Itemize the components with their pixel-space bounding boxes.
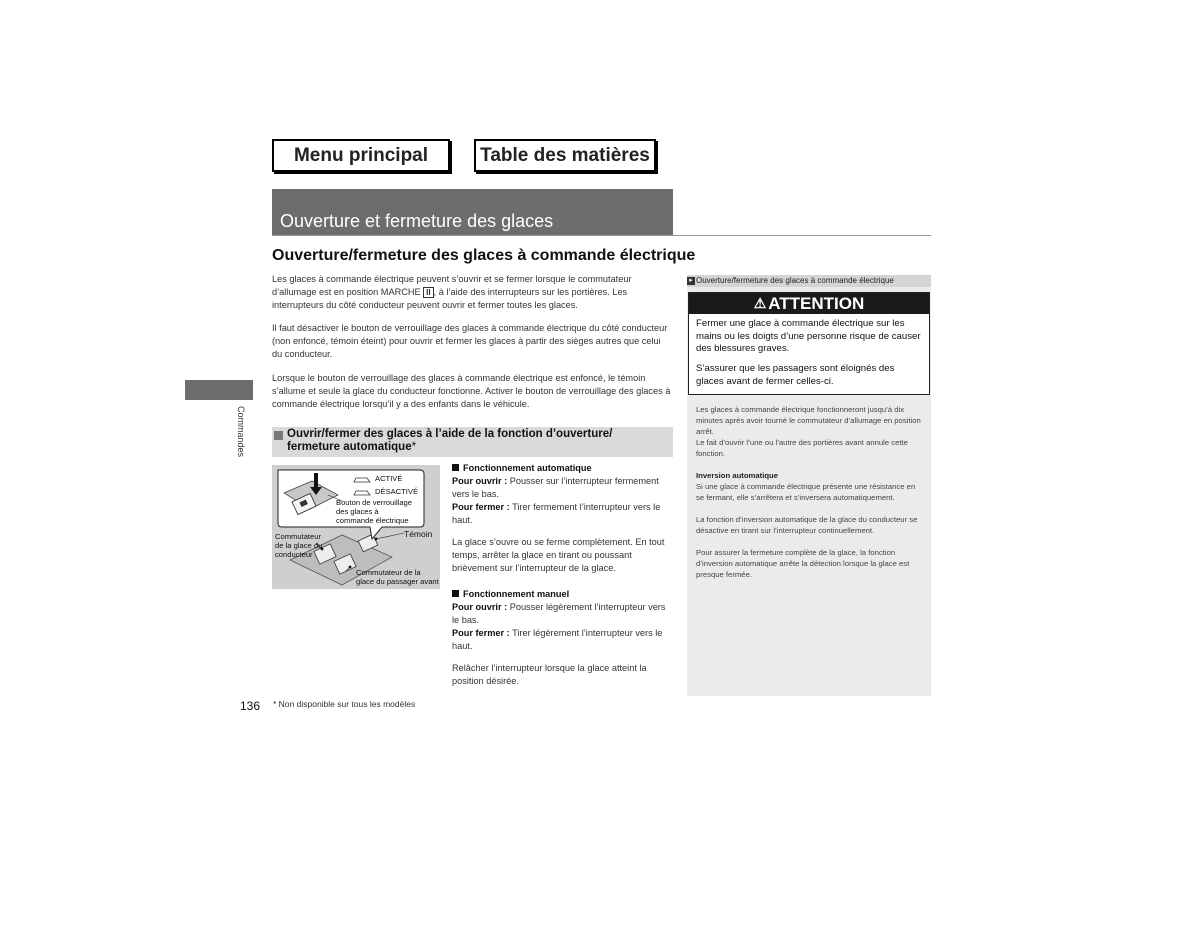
square-bullet-icon [274, 431, 283, 440]
figure-label-lock-button-line-3: commande électrique [336, 516, 409, 525]
warning-text-1: Fermer une glace à commande électrique sur les mains ou les doigts d’une personne risque de causer des blessures graves. [696, 318, 921, 354]
reference-arrow-icon: ▸ [687, 277, 695, 285]
auto-operation-block [452, 462, 674, 575]
auto-operation-heading-text: Fonctionnement automatique [463, 463, 592, 473]
footnote-marker: * [411, 441, 417, 453]
notes-reference-text: Ouverture/fermeture des glaces à commande électrique [696, 276, 894, 285]
auto-open-label: Pour ouvrir : [452, 476, 508, 486]
note-ten-minutes: Les glaces à commande électrique fonctionneront jusqu’à dix minutes après avoir tourné le commutateur d’allumage en position arrêt. [696, 405, 921, 436]
figure-label-lock-button-line-1: Bouton de verrouillage [336, 498, 412, 507]
section-banner [272, 189, 673, 235]
auto-open-instruction [452, 475, 674, 501]
warning-title: ATTENTION [768, 293, 865, 313]
chapter-tab-marker [185, 380, 253, 400]
manual-close-text: Tirer légèrement l’interrupteur vers le haut. [452, 628, 663, 651]
subsection-header [272, 427, 673, 457]
figure-label-passenger-switch-line-1: Commutateur de la [356, 568, 421, 577]
note-full-close: Pour assurer la fermeture complète de la glace, la fonction d’inversion automatique arrête la détection lorsque la glace est presque fermée. [696, 548, 910, 579]
note-driver-reverse: La fonction d’inversion automatique de la glace du conducteur se désactive en tirant sur l’interrupteur continuellement. [696, 515, 918, 535]
table-of-contents-button[interactable]: Table des matières [474, 139, 656, 172]
auto-close-instruction [452, 501, 674, 527]
subsection-title [287, 428, 667, 454]
figure-label-inactive: DÉSACTIVÉ [375, 487, 419, 496]
warning-text-2: S’assurer que les passagers sont éloignés des glaces avant de fermer celles-ci. [696, 363, 895, 387]
figure-label-active: ACTIVÉ [375, 474, 403, 483]
subsection-title-text: Ouvrir/fermer des glaces à l’aide de la fonction d’ouverture/ fermeture automatique [287, 428, 613, 453]
section-divider [272, 235, 931, 236]
figure-label-driver-switch-line-3: conducteur [275, 550, 313, 559]
figure-label-driver-switch-line-2: de la glace du [275, 541, 323, 550]
section-title: Ouverture et fermeture des glaces [280, 211, 554, 231]
auto-stop-text: La glace s’ouvre ou se ferme complètement. En tout temps, arrêter la glace en tirant ou poussant brièvement sur l’interrupteur de la glace. [452, 537, 665, 573]
intro-paragraph-1-end: , à l’aide des interrupteurs sur les portières. Les interrupteurs du côté conducteur peuvent ouvrir et fermer toutes les glaces. [272, 287, 628, 310]
warning-header [689, 293, 929, 314]
manual-close-label: Pour fermer : [452, 628, 510, 638]
auto-close-text: Tirer fermement l’interrupteur vers le haut. [452, 502, 661, 525]
manual-release-text: Relâcher l’interrupteur lorsque la glace atteint la position désirée. [452, 663, 647, 686]
intro-paragraph-1 [272, 273, 672, 312]
footnote: * Non disponible sur tous les modèles [273, 699, 416, 709]
manual-operation-heading-text: Fonctionnement manuel [463, 589, 570, 599]
notes-reference [687, 275, 931, 287]
auto-close-label: Pour fermer : [452, 502, 510, 512]
chapter-tab-label: Commandes [236, 406, 246, 458]
manual-operation-block [452, 588, 674, 688]
manual-operation-heading [452, 588, 674, 601]
ignition-key-symbol: II [423, 287, 433, 298]
manual-close-instruction [452, 627, 674, 653]
notes-text-block [696, 404, 924, 580]
figure-label-lock-button-line-2: des glaces à [336, 507, 379, 516]
square-bullet-icon [452, 590, 459, 597]
figure-label-driver-switch [275, 532, 322, 559]
main-menu-button[interactable]: Menu principal [272, 139, 450, 172]
figure-label-passenger-switch-line-2: glace du passager avant [356, 577, 439, 586]
intro-paragraph-2: Il faut désactiver le bouton de verrouillage des glaces à commande électrique du côté conducteur (non enfoncé, témoin éteint) pour ouvrir et fermer les glaces à partir des sièges autres que celui du conducteur. [272, 323, 668, 359]
intro-paragraph-1-start: Les glaces à commande électrique peuvent s’ouvrir et se fermer lorsque le commutateur d’allumage est en position MARCHE [272, 274, 632, 297]
figure-label-passenger-switch [356, 568, 439, 586]
warning-box [688, 292, 930, 395]
figure-label-lock-button [336, 498, 412, 525]
manual-open-instruction [452, 601, 674, 627]
warning-triangle-icon: ⚠ [753, 295, 767, 311]
note-auto-reverse: Si une glace à commande électrique présente une résistance en se fermant, elle s’arrêtera et s’inversera automatiquement. [696, 482, 916, 502]
auto-open-text: Pousser sur l’interrupteur fermement vers le bas. [452, 476, 659, 499]
page-heading: Ouverture/fermeture des glaces à commande électrique [272, 247, 696, 264]
manual-open-label: Pour ouvrir : [452, 602, 508, 612]
window-switch-illustration [272, 465, 440, 589]
note-door-cancel: Le fait d’ouvrir l’une ou l’autre des portières avant annule cette fonction. [696, 438, 908, 458]
square-bullet-icon [452, 464, 459, 471]
intro-paragraph-3: Lorsque le bouton de verrouillage des glaces à commande électrique est enfoncé, le témoin s’allume et seule la glace du conducteur fonctionne. Activer le bouton de verrouillage des glaces à commande électrique lorsqu’il y a des enfants dans le véhicule. [272, 373, 671, 409]
manual-open-text: Pousser légèrement l’interrupteur vers le bas. [452, 602, 666, 625]
note-auto-reverse-heading: Inversion automatique [696, 471, 779, 480]
page-number: 136 [240, 699, 261, 713]
figure-label-indicator: Témoin [404, 529, 433, 539]
auto-operation-heading [452, 462, 674, 475]
figure-label-driver-switch-line-1: Commutateur [275, 532, 322, 541]
